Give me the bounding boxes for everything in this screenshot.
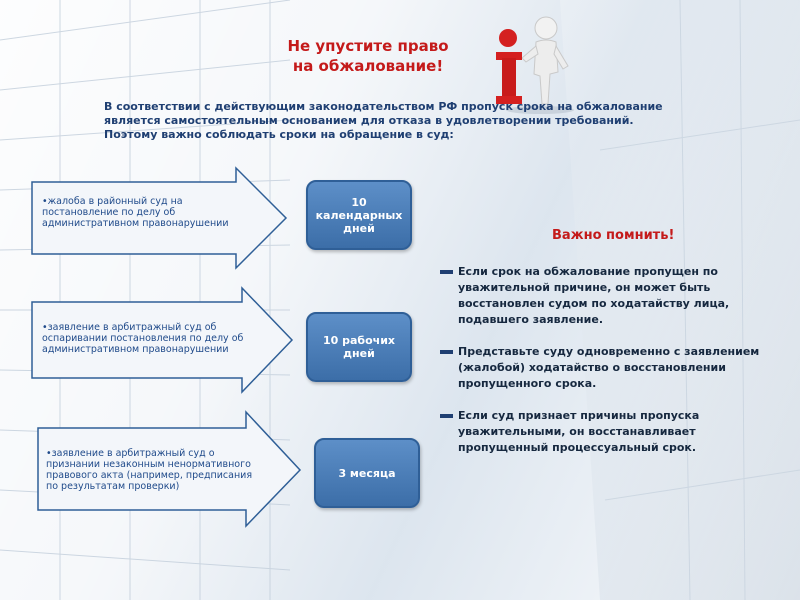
list-item: Если срок на обжалование пропущен по уважительной причине, он может быть восстановлен судом по ходатайству лица, подавшего заявление. bbox=[440, 264, 780, 328]
intro-line-2: является самостоятельным основанием для отказа в удовлетворении требований. bbox=[104, 114, 634, 127]
bullet-marker bbox=[440, 350, 453, 354]
title-line-1: Не упустите право bbox=[287, 37, 449, 55]
intro-line-3: Поэтому важно соблюдать сроки на обращение в суд: bbox=[104, 128, 454, 141]
deadline-box-3: 3 месяца bbox=[314, 438, 420, 508]
appeal-text-1: •жалоба в районный суд на постановление по делу об административном правонарушении bbox=[42, 196, 229, 229]
deadline-box-2: 10 рабочих дней bbox=[306, 312, 412, 382]
page-title bbox=[268, 36, 468, 76]
title-line-2: на обжалование! bbox=[292, 57, 444, 75]
intro-line-1: В соответствии с действующим законодательством РФ пропуск срока на обжалование bbox=[104, 100, 663, 113]
remember-list bbox=[440, 264, 780, 472]
list-item: Если суд признает причины пропуска уважительными, он восстанавливает пропущенный процессуальный срок. bbox=[440, 408, 780, 456]
appeal-text-3: •заявление в арбитражный суд о признании незаконным ненормативного правового акта (например, предписания по результатам проверки) bbox=[46, 448, 253, 492]
list-item: Представьте суду одновременно с заявлением (жалобой) ходатайство о восстановлении пропущенного срока. bbox=[440, 344, 780, 392]
deadline-box-1: 10 календарных дней bbox=[306, 180, 412, 250]
appeal-text-2: •заявление в арбитражный суд об оспаривании постановления по делу об административном правонарушении bbox=[42, 322, 244, 355]
info-figure-icon bbox=[488, 14, 576, 114]
remember-title: Важно помнить! bbox=[552, 228, 675, 243]
intro-paragraph bbox=[104, 100, 704, 142]
bullet-marker bbox=[440, 270, 453, 274]
bullet-marker bbox=[440, 414, 453, 418]
